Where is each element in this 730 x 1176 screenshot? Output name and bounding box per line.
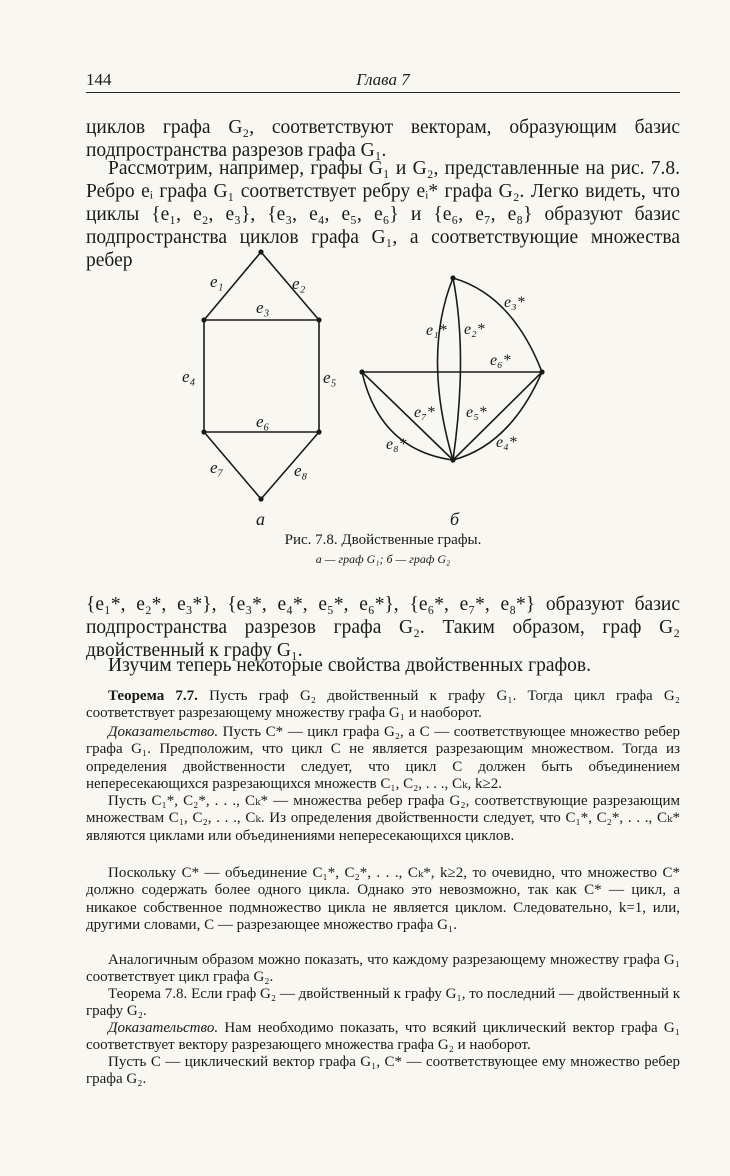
proof-1-label: Доказательство.: [108, 724, 219, 740]
label-a-e3: e₃: [256, 298, 270, 317]
paragraph-8: Пусть C — циклический вектор графа G₁, C* — соответствующее ему множество ребер графа G₂.: [86, 1054, 680, 1088]
paragraph-6: Поскольку C* — объединение C₁*, C₂*, . . ., Cₖ*, k≥2, то очевидно, что множество C* должно содержать более одного цикла. Однако это невозможно, так как C* — цикл, а никакое собственное подмножество цикла не является циклом. Следовательно, k=1, или, другими словами, C — разрезающее множество графа G₁.: [86, 865, 680, 934]
figure-subcaption: а — граф G₁; б — граф G₂: [315, 552, 451, 566]
vertex: [258, 496, 263, 501]
label-a-e8: e₈: [294, 461, 308, 480]
vertex: [450, 275, 455, 280]
paragraph-7: Аналогичным образом можно показать, что каждому разрезающему множеству графа G₁ соответствует цикл графа G₂.: [86, 952, 680, 986]
proof-2-label: Доказательство.: [108, 1020, 219, 1036]
theorem-7-7-label: Теорема 7.7.: [108, 688, 198, 704]
vertex: [316, 429, 321, 434]
paragraph-1: циклов графа G₂, соответствуют векторам, образующим базис подпространства разрезов графа G₁.: [86, 117, 680, 161]
chapter-title: Глава 7: [356, 70, 410, 89]
vertex: [258, 249, 263, 254]
label-b: б: [450, 509, 460, 529]
vertex: [316, 317, 321, 322]
label-a-e6: e₆: [256, 412, 270, 431]
vertex: [539, 369, 544, 374]
paragraph-5: Пусть C₁*, C₂*, . . ., Cₖ* — множества ребер графа G₂, соответствующие разрезающим множествам C₁, C₂, . . ., Cₖ. Из определения двойственности следует, что C₁*, C₂*, . . ., Cₖ* являются циклами или объединениями непересекающихся циклов.: [86, 793, 680, 844]
theorem-7-8-text: Если граф G₂ — двойственный к графу G₁, то последний — двойственный к графу G₂.: [86, 986, 680, 1020]
label-a-e4: e₄: [182, 367, 196, 386]
label-a-e5: e₅: [323, 368, 337, 387]
paragraph-4: Изучим теперь некоторые свойства двойственных графов.: [108, 655, 591, 676]
theorem-7-8-label: Теорема 7.8.: [108, 986, 188, 1002]
label-a-e2: e₂: [292, 274, 306, 293]
edge-a-e2: [261, 252, 319, 320]
label-a: а: [256, 509, 265, 529]
theorem-7-7-text: Пусть граф G₂ двойственный к графу G₁. Тогда цикл графа G₂ соответствует разрезающему множеству графа G₁ и наоборот.: [86, 688, 680, 722]
proof-2-text: Нам необходимо показать, что всякий циклический вектор графа G₁ соответствует вектору разрезающего множества графа G₂ и наоборот.: [86, 1020, 680, 1054]
edge-a-e8: [261, 432, 319, 499]
label-b-e3: e₃*: [504, 294, 525, 311]
figure-caption: Рис. 7.8. Двойственные графы.: [284, 532, 482, 548]
vertex: [201, 317, 206, 322]
edge-b-e2: [453, 278, 461, 460]
figure-7-8: [170, 245, 570, 535]
proof-1-text: Пусть C* — цикл графа G₂, а C — соответствующее множество ребер графа G₁. Предположим, что цикл C не является разрезающим множеством. Тогда из определения двойственности следует, что цикл C должен быть объединением непересекающихся разрезающихся множеств C₁, C₂, . . ., Cₖ, k≥2.: [86, 724, 680, 793]
vertex: [359, 369, 364, 374]
page-header: [86, 70, 680, 93]
label-b-e2: e₂*: [464, 321, 485, 338]
theorem-7-8: [86, 986, 680, 1021]
label-a-e7: e₇: [210, 458, 224, 477]
page-number: 144: [86, 70, 112, 89]
vertex: [450, 457, 455, 462]
label-b-e7: e₇*: [414, 404, 435, 421]
paragraph-2: Рассмотрим, например, графы G₁ и G₂, представленные на рис. 7.8. Ребро eᵢ графа G₁ соответствует ребру eᵢ* графа G₂. Легко видеть, что циклы {e₁, e₂, e₃}, {e₃, e₄, e₅, e₆} и {e₆, e₇, e₈} образуют базис подпространства циклов графа G₁, а соответствующие множества ребер: [86, 158, 680, 271]
label-b-e5: e₅*: [466, 404, 487, 421]
label-b-e6: e₆*: [490, 352, 511, 369]
proof-2: [86, 1020, 680, 1055]
label-b-e1: e₁*: [426, 322, 447, 339]
paragraph-3: {e₁*, e₂*, e₃*}, {e₃*, e₄*, e₅*, e₆*}, {e₆*, e₇*, e₈*} образуют базис подпространства разрезов графа G₂. Таким образом, граф G₂ двойственный к графу G₁.: [86, 594, 680, 661]
label-b-e8: e₈*: [386, 436, 407, 453]
edge-b-e7: [362, 372, 453, 460]
label-b-e4: e₄*: [496, 434, 517, 451]
theorem-7-7: [86, 688, 680, 723]
proof-1: [86, 724, 680, 794]
vertex: [201, 429, 206, 434]
edge-b-e1: [438, 278, 454, 460]
label-a-e1: e₁: [210, 272, 224, 291]
